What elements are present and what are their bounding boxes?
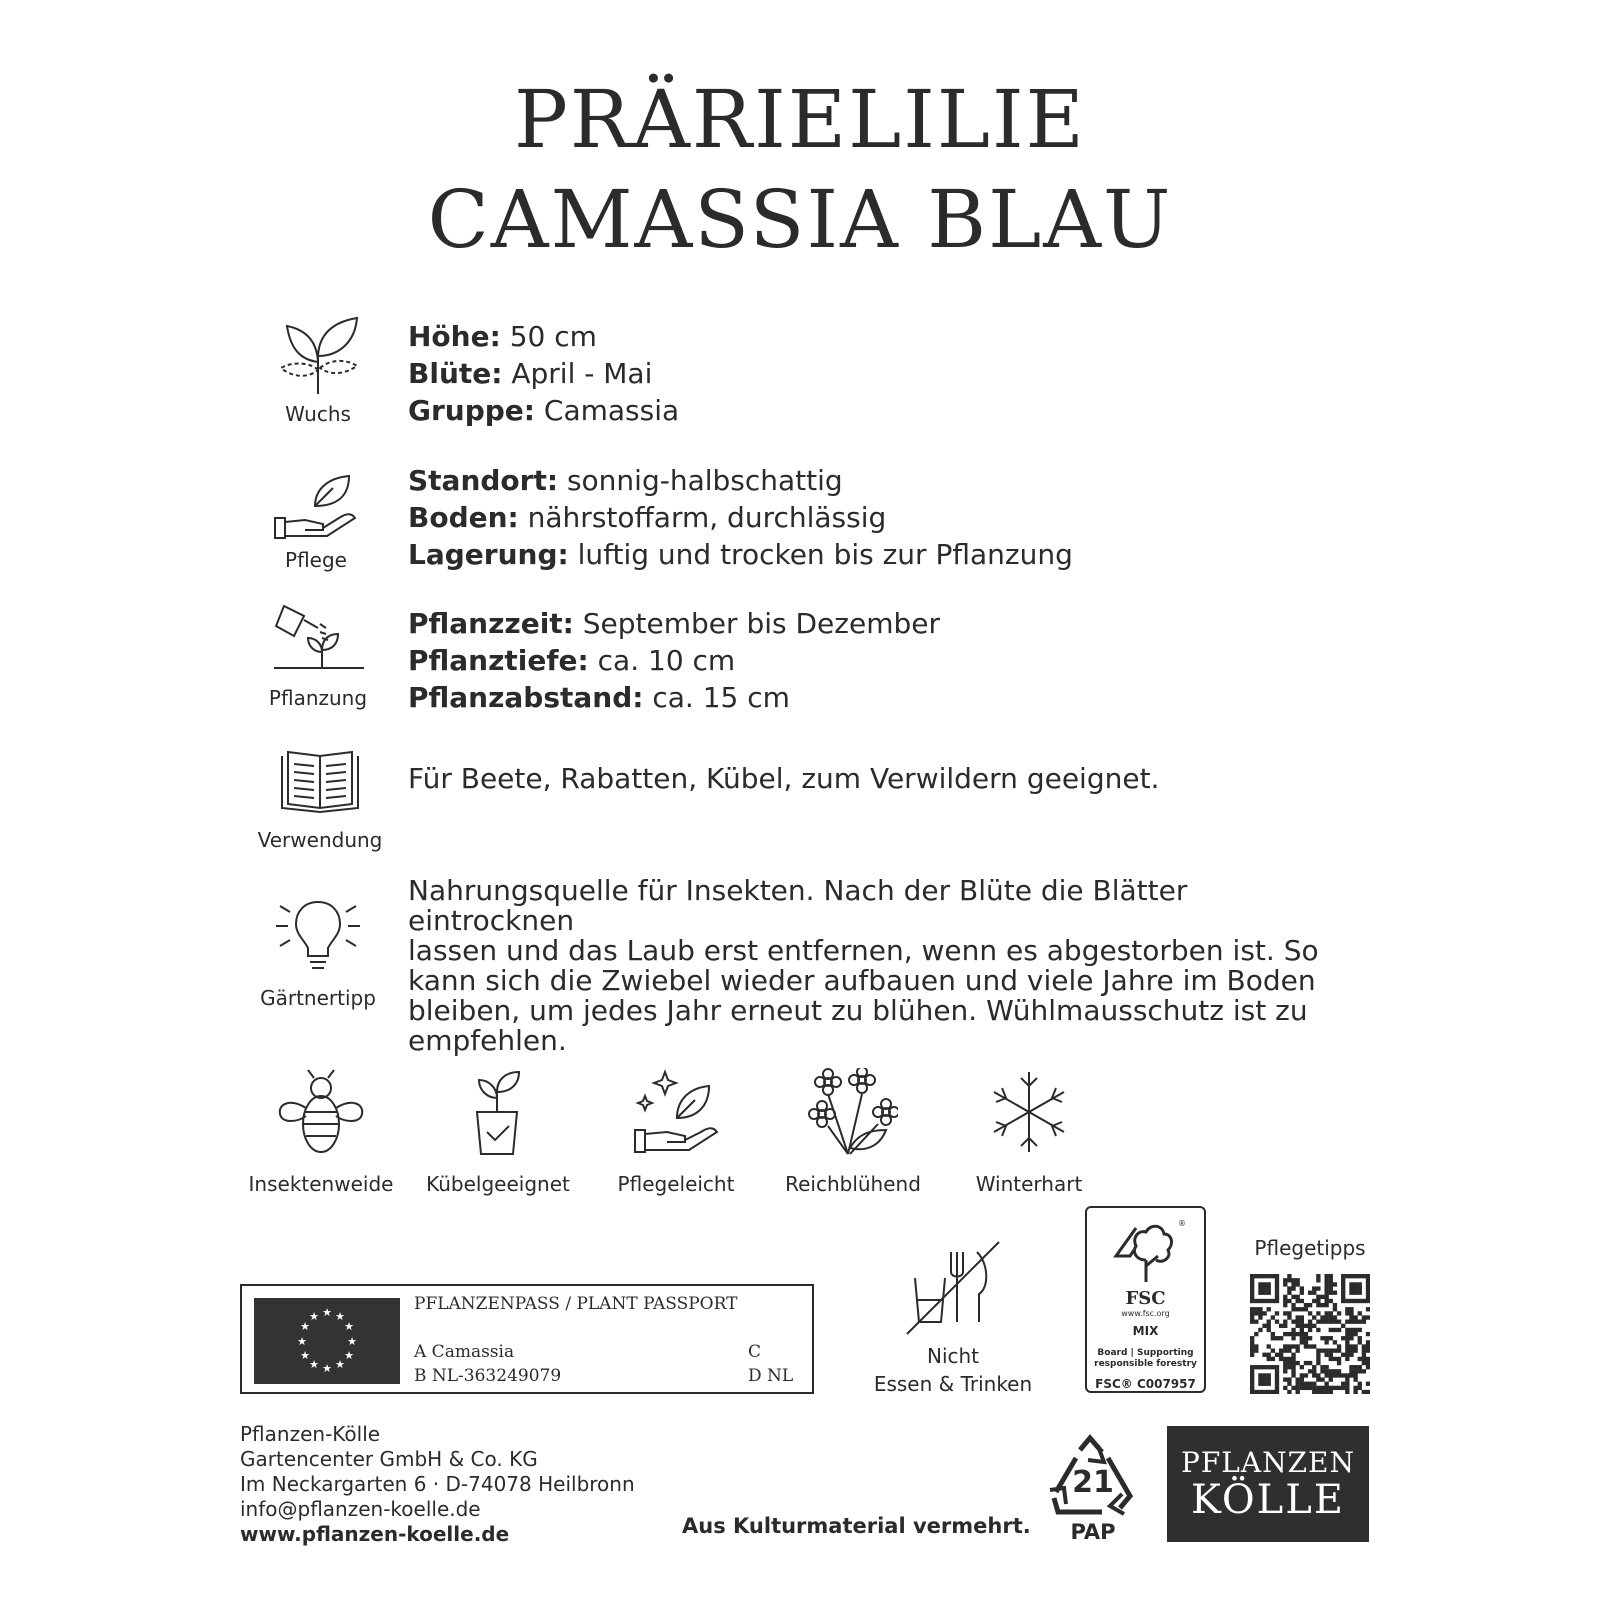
logo-line-1: PFLANZEN: [1181, 1446, 1355, 1479]
gaertnertipp-label: Gärtnertipp: [260, 986, 376, 1010]
passport-a: A Camassia: [414, 1342, 515, 1362]
feature-label: Winterhart: [975, 1172, 1083, 1196]
gaertnertipp-text: [408, 876, 1358, 1056]
fsc-desc: Board | Supporting responsible forestry: [1094, 1348, 1197, 1369]
info-row: Standort: sonnig-halbschattig: [408, 464, 843, 497]
logo-line-2: KÖLLE: [1191, 1477, 1345, 1523]
feature-label: Reichblühend: [785, 1172, 921, 1196]
passport-d: D NL: [748, 1366, 794, 1386]
brand-logo: [1167, 1426, 1369, 1542]
passport-c: C: [748, 1342, 762, 1362]
snowflake-icon: [984, 1068, 1074, 1156]
svg-text:★: ★: [309, 1310, 319, 1323]
no-food-notice: [868, 1238, 1038, 1398]
flowers-icon: [808, 1068, 898, 1156]
wuchs-column: [238, 312, 398, 426]
svg-text:★: ★: [344, 1320, 354, 1333]
recycle-mark: [1046, 1432, 1140, 1544]
eu-flag-icon: [254, 1298, 400, 1384]
address-line: Im Neckargarten 6 · D-74078 Heilbronn: [240, 1472, 635, 1496]
page-title: [0, 70, 1600, 270]
verwendung-column: [240, 750, 400, 852]
info-row: Blüte: April - Mai: [408, 357, 653, 390]
address-line: Gartencenter GmbH & Co. KG: [240, 1447, 538, 1471]
bee-icon: [276, 1068, 366, 1156]
info-row: Gruppe: Camassia: [408, 394, 680, 427]
fsc-code: FSC® C007957: [1095, 1377, 1196, 1391]
info-row: Lagerung: luftig und trocken bis zur Pflanzung: [408, 538, 1073, 571]
svg-text:★: ★: [335, 1358, 345, 1371]
passport-heading: PFLANZENPASS / PLANT PASSPORT: [414, 1294, 738, 1314]
potted-plant-icon: [453, 1068, 543, 1156]
qr-label: Pflegetipps: [1254, 1236, 1366, 1260]
nofood-line-1: Nicht: [926, 1344, 980, 1368]
info-row: Höhe: 50 cm: [408, 320, 597, 353]
info-row: Pflanzabstand: ca. 15 cm: [408, 681, 790, 714]
wuchs-label: Wuchs: [285, 402, 351, 426]
svg-text:★: ★: [335, 1310, 345, 1323]
verwendung-label: Verwendung: [257, 828, 383, 852]
address-line: Pflanzen-Kölle: [240, 1422, 381, 1446]
hand-leaf-icon: [271, 472, 361, 542]
title-line-2: CAMASSIA BLAU: [427, 173, 1173, 266]
hand-sparkle-leaf-icon: [631, 1068, 721, 1156]
svg-text:★: ★: [344, 1349, 354, 1362]
tip-line: lassen und das Laub erst entfernen, wenn es abgestorben ist. So: [408, 934, 1319, 967]
svg-text:★: ★: [322, 1306, 332, 1319]
info-row: Pflanzzeit: September bis Dezember: [408, 607, 940, 640]
feature-reichbluehend: [768, 1068, 938, 1196]
recycle-code: PAP: [1070, 1520, 1116, 1544]
title-line-1: PRÄRIELILIE: [514, 73, 1086, 166]
svg-text:®: ®: [1177, 1219, 1186, 1228]
company-address: [240, 1422, 635, 1547]
passport-b: B NL-363249079: [414, 1366, 562, 1386]
verwendung-text: Für Beete, Rabatten, Kübel, zum Verwildern geeignet.: [408, 762, 1160, 795]
pflege-label: Pflege: [285, 548, 347, 572]
info-row: Boden: nährstoffarm, durchlässig: [408, 501, 887, 534]
svg-text:★: ★: [309, 1358, 319, 1371]
open-book-icon: [278, 750, 362, 816]
feature-label: Kübelgeeignet: [426, 1172, 570, 1196]
email-link[interactable]: info@pflanzen-koelle.de: [240, 1497, 481, 1521]
feature-kuebelgeeignet: [413, 1068, 583, 1196]
qr-code[interactable]: [1250, 1274, 1370, 1394]
info-row: Pflanztiefe: ca. 10 cm: [408, 644, 736, 677]
pflanzung-column: [238, 602, 398, 710]
recycle-triangle-icon: [1046, 1432, 1140, 1520]
feature-pflegeleicht: [591, 1068, 761, 1196]
pflanzung-info: [408, 605, 940, 716]
fsc-label: [1085, 1206, 1206, 1393]
svg-text:★: ★: [347, 1335, 357, 1348]
feature-winterhart: [944, 1068, 1114, 1196]
feature-insektenweide: [236, 1068, 406, 1196]
svg-text:★: ★: [297, 1335, 307, 1348]
svg-text:21: 21: [1072, 1465, 1114, 1500]
fsc-url: www.fsc.org: [1121, 1309, 1170, 1318]
feature-label: Insektenweide: [248, 1172, 394, 1196]
wuchs-info: [408, 318, 679, 429]
nofood-line-2: Essen & Trinken: [873, 1372, 1033, 1396]
fsc-tree-icon: [1106, 1216, 1186, 1286]
no-food-drink-icon: [903, 1238, 1003, 1338]
sprout-leaves-icon: [273, 312, 363, 396]
svg-text:★: ★: [322, 1362, 332, 1375]
pflege-column: [236, 472, 396, 572]
svg-text:★: ★: [300, 1320, 310, 1333]
website-link[interactable]: www.pflanzen-koelle.de: [240, 1522, 510, 1546]
tip-line: bleiben, um jedes Jahr erneut zu blühen. Wühlmausschutz ist zu: [408, 994, 1308, 1027]
fsc-name: FSC: [1125, 1288, 1166, 1309]
gaertnertipp-column: [238, 898, 398, 1010]
plant-passport: [240, 1284, 814, 1394]
pflege-info: [408, 462, 1073, 573]
tip-line: kann sich die Zwiebel wieder aufbauen und viele Jahre im Boden: [408, 964, 1316, 997]
pflanzung-label: Pflanzung: [268, 686, 368, 710]
fsc-mix: MIX: [1132, 1324, 1159, 1338]
tip-line: empfehlen.: [408, 1024, 567, 1057]
feature-label: Pflegeleicht: [617, 1172, 735, 1196]
lightbulb-icon: [270, 898, 366, 970]
kultur-notice: Aus Kulturmaterial vermehrt.: [682, 1514, 1031, 1538]
svg-text:★: ★: [300, 1349, 310, 1362]
tip-line: Nahrungsquelle für Insekten. Nach der Blüte die Blätter eintrocknen: [408, 874, 1188, 937]
watering-can-icon: [270, 602, 366, 686]
qr-code-icon: [1250, 1274, 1370, 1394]
